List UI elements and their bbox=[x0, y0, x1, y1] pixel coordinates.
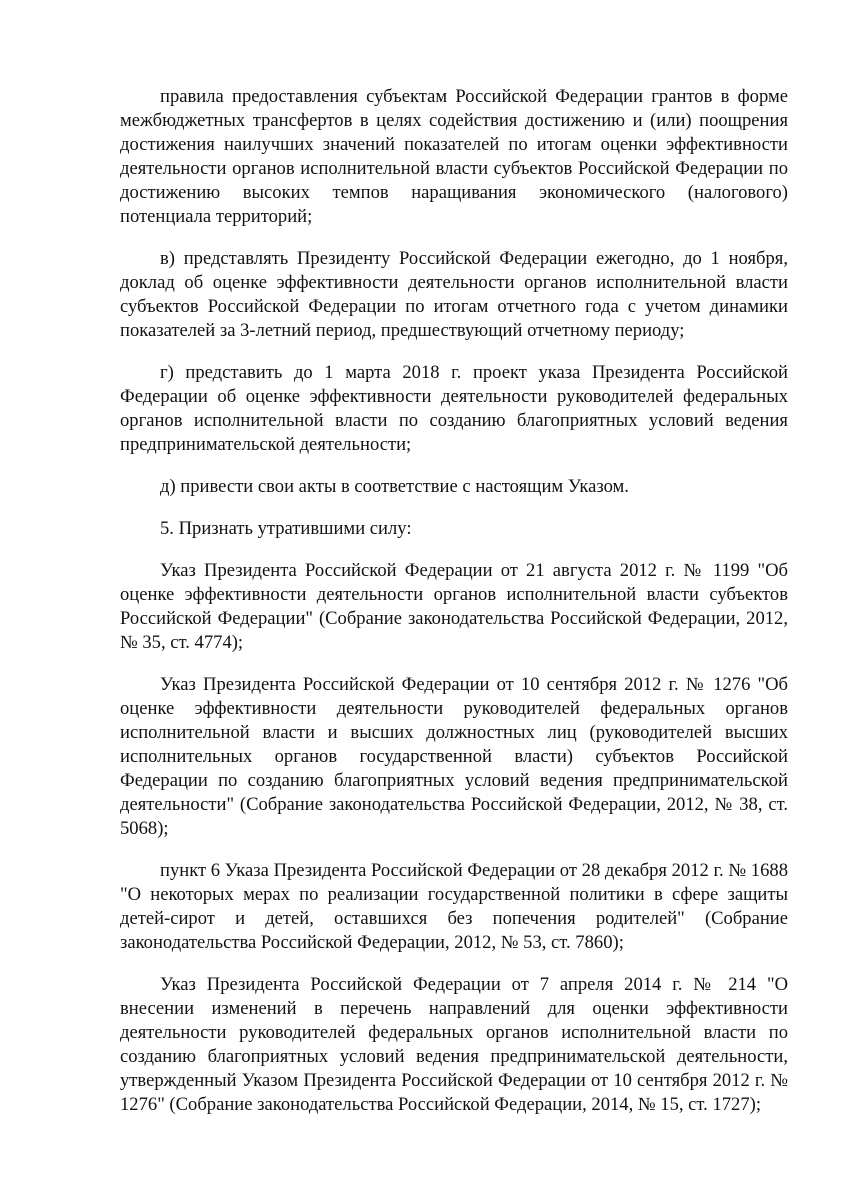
paragraph-decree-214: Указ Президента Российской Федерации от 7 апреля 2014 г. № 214 "О внесении изменений в перечень направлений для оценки эффективности деятельности руководителей федеральных органов исполнительной власти по созданию благоприятных условий ведения предпринимательской деятельности, утвержденный Указом Президента Российской Федерации от 10 сентября 2012 г. № 1276" (Собрание законодательства Российской Федерации, 2014, № 15, ст. 1727); bbox=[120, 974, 788, 1115]
paragraph-clause-5: 5. Признать утратившими силу: bbox=[160, 518, 412, 539]
paragraph-decree-1199: Указ Президента Российской Федерации от 21 августа 2012 г. № 1199 "Об оценке эффективности деятельности органов исполнительной власти субъектов Российской Федерации" (Собрание законодательства Российской Федерации, 2012, № 35, ст. 4774); bbox=[120, 560, 788, 653]
paragraph-decree-1276: Указ Президента Российской Федерации от 10 сентября 2012 г. № 1276 "Об оценке эффективности деятельности руководителей федеральных органов исполнительной власти и высших должностных лиц (руководителей высших исполнительных органов государственной власти) субъектов Российской Федерации по созданию благоприятных условий ведения предпринимательской деятельности" (Собрание законодательства Российской Федерации, 2012, № 38, ст. 5068); bbox=[120, 674, 788, 839]
paragraph-item-g: г) представить до 1 марта 2018 г. проект указа Президента Российской Федерации об оценке эффективности деятельности руководителей федеральных органов исполнительной власти по созданию благоприятных условий ведения предпринимательской деятельности; bbox=[120, 362, 788, 455]
paragraph-grant-rules: правила предоставления субъектам Российской Федерации грантов в форме межбюджетных трансфертов в целях содействия достижению и (или) поощрения достижения наилучших значений показателей по итогам оценки эффективности деятельности органов исполнительной власти субъектов Российской Федерации по достижению высоких темпов наращивания экономического (налогового) потенциала территорий; bbox=[120, 86, 788, 227]
paragraph-decree-1688: пункт 6 Указа Президента Российской Федерации от 28 декабря 2012 г. № 1688 "О некоторых мерах по реализации государственной политики в сфере защиты детей-сирот и детей, оставшихся без попечения родителей" (Собрание законодательства Российской Федерации, 2012, № 53, ст. 7860); bbox=[120, 860, 788, 953]
paragraph-item-v: в) представлять Президенту Российской Федерации ежегодно, до 1 ноября, доклад об оценке эффективности деятельности органов исполнительной власти субъектов Российской Федерации по итогам отчетного года с учетом динамики показателей за 3-летний период, предшествующий отчетному периоду; bbox=[120, 248, 788, 341]
document-body bbox=[120, 85, 788, 1117]
paragraph-item-d: д) привести свои акты в соответствие с настоящим Указом. bbox=[160, 476, 629, 497]
